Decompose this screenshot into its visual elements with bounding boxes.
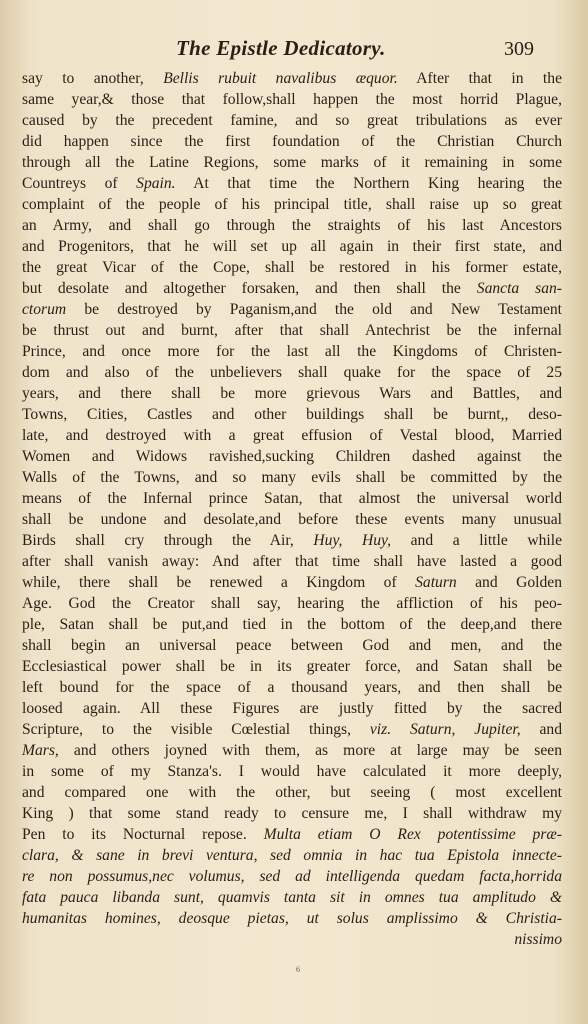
text-run: Countreys of	[22, 175, 137, 192]
text-run: shall be undone and desolate,and before these events many unusual	[22, 511, 562, 528]
text-line	[22, 110, 562, 131]
text-run: and others joyned with them, as more at large may be seen	[58, 742, 562, 759]
text-line	[22, 866, 562, 887]
text-line	[22, 152, 562, 173]
text-run: in some of my Stanza's. I would have calculated it more deeply,	[22, 763, 562, 780]
text-run: the great Vicar of the Cope, shall be restored in his former estate,	[22, 259, 562, 276]
italic-text-run: fata pauca libanda sunt, quamvis tanta sit in omnes tua amplitudo &	[22, 889, 562, 906]
text-run: Walls of the Towns, and so many evils shall be committed by the	[22, 469, 562, 486]
epistle-body-text	[22, 68, 562, 950]
page-number: 309	[504, 38, 534, 60]
text-run: and compared one with the other, but seeing ( most excellent	[22, 784, 562, 801]
text-line	[22, 551, 562, 572]
text-line	[22, 425, 562, 446]
text-line	[22, 845, 562, 866]
italic-text-run: ctorum	[22, 301, 67, 318]
text-line	[22, 362, 562, 383]
text-line	[22, 404, 562, 425]
text-line	[22, 593, 562, 614]
text-run: Ecclesiastical power shall be in its greater force, and Satan shall be	[22, 658, 562, 675]
text-run: Age. God the Creator shall say, hearing the affliction of his peo-	[22, 595, 562, 612]
text-line	[22, 131, 562, 152]
text-line	[22, 341, 562, 362]
text-run: At that time the Northern King hearing the	[175, 175, 562, 192]
text-line	[22, 383, 562, 404]
text-line	[22, 698, 562, 719]
text-run: left bound for the space of a thousand years, and then shall be	[22, 679, 562, 696]
italic-text-run: Saturn	[415, 574, 457, 591]
text-run: Pen to its Nocturnal repose.	[22, 826, 264, 843]
text-run: an Army, and shall go through the straights of his last Ancestors	[22, 217, 562, 234]
text-run: Prince, and once more for the last all the Kingdoms of Christen-	[22, 343, 562, 360]
text-line	[22, 236, 562, 257]
text-line	[22, 572, 562, 593]
text-line	[22, 320, 562, 341]
text-line	[22, 257, 562, 278]
text-line	[22, 194, 562, 215]
text-line	[22, 467, 562, 488]
text-run: King ) that some stand ready to censure me, I shall withdraw my	[22, 805, 562, 822]
text-line	[22, 215, 562, 236]
text-line	[22, 929, 562, 950]
text-line	[22, 509, 562, 530]
text-run: be thrust out and burnt, after that shall Antechrist be the infernal	[22, 322, 562, 339]
italic-text-run: nissimo	[514, 931, 562, 948]
text-line	[22, 656, 562, 677]
text-run: complaint of the people of his principal title, shall raise up so great	[22, 196, 562, 213]
italic-text-run: clara, & sane in brevi ventura, sed omnia in hac tua Epistola innecte-	[22, 847, 562, 864]
text-line	[22, 278, 562, 299]
text-line	[22, 530, 562, 551]
text-run: be destroyed by Paganism,and the old and New Testament	[66, 301, 562, 318]
text-line	[22, 782, 562, 803]
text-run: Women and Widows ravished,sucking Children dashed against the	[22, 448, 562, 465]
text-run: did happen since the first foundation of the Christian Church	[22, 133, 562, 150]
text-run: ple, Satan shall be put,and tied in the bottom of the deep,and there	[22, 616, 562, 633]
text-run: Towns, Cities, Castles and other buildings shall be burnt,, deso-	[22, 406, 562, 423]
text-line	[22, 299, 562, 320]
footer-mark: 6	[296, 965, 300, 974]
text-line	[22, 89, 562, 110]
italic-text-run: Bellis rubuit navalibus æquor.	[163, 70, 398, 87]
text-run: shall begin an universal peace between God and men, and the	[22, 637, 562, 654]
text-line	[22, 488, 562, 509]
text-run: through all the Latine Regions, some marks of it remaining in some	[22, 154, 562, 171]
text-line	[22, 446, 562, 467]
text-run: while, there shall be renewed a Kingdom of	[22, 574, 416, 591]
text-line	[22, 719, 562, 740]
text-run: and	[520, 721, 562, 738]
text-run: but desolate and altogether forsaken, and then shall the	[22, 280, 477, 297]
text-run: same year,& those that follow,shall happen the most horrid Plague,	[22, 91, 562, 108]
text-line	[22, 803, 562, 824]
text-line	[22, 635, 562, 656]
italic-text-run: Huy, Huy,	[313, 532, 392, 549]
text-run: and a little while	[391, 532, 562, 549]
text-run: After that in the	[397, 70, 562, 87]
italic-text-run: humanitas homines, deosque pietas, ut solus amplissimo & Christia-	[22, 910, 562, 927]
text-run: say to another,	[22, 70, 164, 87]
italic-text-run: Spain.	[136, 175, 176, 192]
text-line	[22, 740, 562, 761]
text-line	[22, 761, 562, 782]
text-run: loosed again. All these Figures are justly fitted by the sacred	[22, 700, 562, 717]
italic-text-run: re non possumus,nec volumus, sed ad intelligenda quedam facta,horrida	[22, 868, 562, 885]
italic-text-run: viz. Saturn, Jupiter,	[369, 721, 521, 738]
page-header	[0, 36, 588, 66]
text-line	[22, 614, 562, 635]
text-run: years, and there shall be more grievous Wars and Battles, and	[22, 385, 562, 402]
italic-text-run: Mars,	[22, 742, 59, 759]
text-line	[22, 68, 562, 89]
text-run: means of the Infernal prince Satan, that almost the universal world	[22, 490, 562, 507]
text-run: and Progenitors, that he will set up all again in their first state, and	[22, 238, 562, 255]
text-run: dom and also of the unbelievers shall quake for the space of 25	[22, 364, 562, 381]
text-run: caused by the precedent famine, and so great tribulations as ever	[22, 112, 562, 129]
text-run: Birds shall cry through the Air,	[22, 532, 314, 549]
italic-text-run: Multa etiam O Rex potentissime præ-	[263, 826, 562, 843]
text-run: Scripture, to the visible Cœlestial things,	[22, 721, 370, 738]
running-title: The Epistle Dedicatory.	[176, 36, 386, 60]
text-line	[22, 677, 562, 698]
italic-text-run: Sancta san-	[476, 280, 562, 297]
text-line	[22, 173, 562, 194]
text-line	[22, 908, 562, 929]
text-line	[22, 824, 562, 845]
text-line	[22, 887, 562, 908]
text-run: and Golden	[456, 574, 562, 591]
text-run: after shall vanish away: And after that time shall have lasted a good	[22, 553, 562, 570]
text-run: late, and destroyed with a great effusion of Vestal blood, Married	[22, 427, 562, 444]
